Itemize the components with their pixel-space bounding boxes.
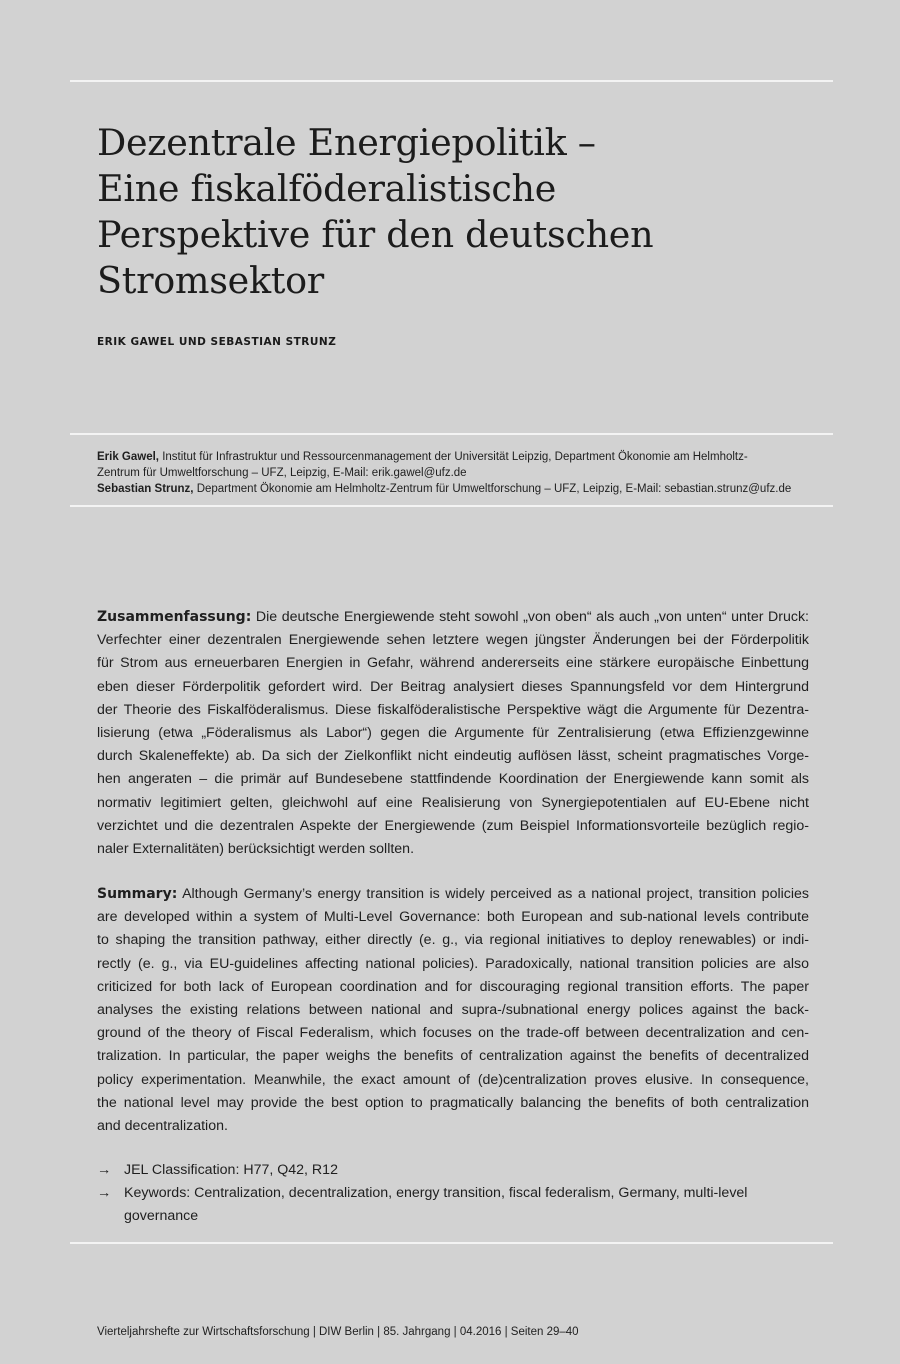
article-title bbox=[97, 120, 817, 304]
title-line: Dezentrale Energiepolitik – bbox=[97, 121, 596, 164]
abstract-line: hen angeraten – die primär auf Bundesebene stattfindende Koordination der Energiewende kann somit als bbox=[97, 771, 809, 788]
abstract-english bbox=[97, 883, 809, 1138]
summary-line: and decentralization. bbox=[97, 1118, 228, 1135]
summary-line: are developed within a system of Multi-Level Governance: both European and sub-national levels contribute bbox=[97, 909, 809, 926]
summary-line: policy experimentation. Meanwhile, the exact amount of (de)centralization proves elusive. In consequence, bbox=[97, 1071, 809, 1088]
title-line: Stromsektor bbox=[97, 259, 324, 302]
article-authors: ERIK GAWEL UND SEBASTIAN STRUNZ bbox=[97, 336, 337, 348]
journal-footer: Vierteljahrshefte zur Wirtschaftsforschung | DIW Berlin | 85. Jahrgang | 04.2016 | Seiten 29–40 bbox=[97, 1326, 579, 1338]
keywords bbox=[97, 1182, 809, 1228]
title-line: Perspektive für den deutschen bbox=[97, 213, 654, 256]
abstract-line: lisierung (etwa „Föderalismus als Labor“) gegen die Argumente für Zentralisierung (etwa Effizienzgewinne bbox=[97, 725, 809, 742]
affiliation-text: Zentrum für Umweltforschung – UFZ, Leipzig, E-Mail: erik.gawel@ufz.de bbox=[97, 467, 467, 479]
summary-line: the national level may provide the best option to pragmatically balancing the benefits of both centralization bbox=[97, 1094, 809, 1111]
summary-line: criticized for both lack of European coordination and for discouraging regional transition efforts. The paper bbox=[97, 978, 809, 995]
summary-line: ground of the theory of Fiscal Federalism, which focuses on the trade-off between decentralization and cen- bbox=[97, 1025, 809, 1042]
abstract-label: Zusammenfassung: bbox=[97, 609, 252, 625]
arrow-right-icon: → bbox=[97, 1162, 112, 1178]
top-rule bbox=[70, 80, 833, 82]
abstract-line: Zusammenfassung: Die deutsche Energiewende steht sowohl „von oben“ als auch „von unten“ unter Druck: bbox=[97, 609, 809, 625]
summary-label: Summary: bbox=[97, 886, 178, 902]
abstract-line: normativ legitimiert gelten, gleichwohl auf eine Realisierung von Synergiepotentialen auf EU-Ebene nicht bbox=[97, 794, 809, 811]
summary-line: to shaping the transition pathway, either directly (e. g., via regional initiatives to deploy renewables) or indi- bbox=[97, 932, 809, 949]
article-metadata bbox=[97, 1159, 809, 1229]
affiliation-strunz bbox=[97, 481, 817, 497]
summary-line: Summary: Although Germany’s energy transition is widely perceived as a national project, transition policies bbox=[97, 886, 809, 902]
abstract-line: durch Skaleneffekte) ab. Da sich der Zielkonflikt nicht eindeutig auflösen lässt, scheint pragmatisches Vorge- bbox=[97, 748, 809, 765]
abstract-line: der Theorie des Fiskalföderalismus. Diese fiskalföderalistische Perspektive wägt die Argumente für Dezentra- bbox=[97, 701, 809, 718]
summary-line: rectly (e. g., via EU-guidelines affecting national policies). Paradoxically, national transition policies are also bbox=[97, 955, 809, 972]
affiliation-name: Sebastian Strunz, bbox=[97, 483, 194, 495]
abstract-line: eben dieser Förderpolitik gefordert wird. Der Beitrag analysiert dieses Spannungsfeld vor dem Hintergrund bbox=[97, 678, 809, 695]
abstract-line: für Strom aus erneuerbaren Energien in Gefahr, während andererseits eine stärkere europäische Einbettung bbox=[97, 655, 809, 672]
abstract-german bbox=[97, 606, 809, 861]
affiliations-top-rule bbox=[70, 433, 833, 435]
affiliations-bottom-rule bbox=[70, 505, 833, 507]
abstract-line: naler Externalitäten) berücksichtigt werden sollten. bbox=[97, 841, 415, 858]
abstract-line: Verfechter einer dezentralen Energiewende sehen letztere wegen jüngster Änderungen bei der Förderpolitik bbox=[97, 632, 809, 649]
title-line: Eine fiskalföderalistische bbox=[97, 167, 557, 210]
affiliation-gawel bbox=[97, 449, 817, 481]
arrow-right-icon: → bbox=[97, 1185, 112, 1202]
author-affiliations bbox=[97, 449, 817, 497]
summary-line: analyses the existing relations between national and supra-/subnational energy polices against the back- bbox=[97, 1002, 809, 1019]
summary-line: tralization. In particular, the paper weighs the benefits of centralization against the benefits of decentralized bbox=[97, 1048, 809, 1065]
jel-classification bbox=[97, 1159, 809, 1182]
affiliation-text: Institut für Infrastruktur und Ressourcenmanagement der Universität Leipzig, Department Ökonomie am Helmholtz- bbox=[159, 451, 748, 463]
affiliation-text: Department Ökonomie am Helmholtz-Zentrum für Umweltforschung – UFZ, Leipzig, E-Mail: sebastian.strunz@ufz.de bbox=[193, 483, 792, 495]
jel-text: JEL Classification: H77, Q42, R12 bbox=[124, 1162, 338, 1178]
affiliation-name: Erik Gawel, bbox=[97, 451, 160, 463]
abstract-line: verzichtet und die dezentralen Aspekte der Energiewende (zum Beispiel Informationsvorteile bezüglich regio- bbox=[97, 817, 809, 834]
bottom-rule bbox=[70, 1242, 833, 1244]
keywords-text: Keywords: Centralization, decentralization, energy transition, fiscal federalism, Germany, multi-level governance bbox=[124, 1185, 748, 1225]
